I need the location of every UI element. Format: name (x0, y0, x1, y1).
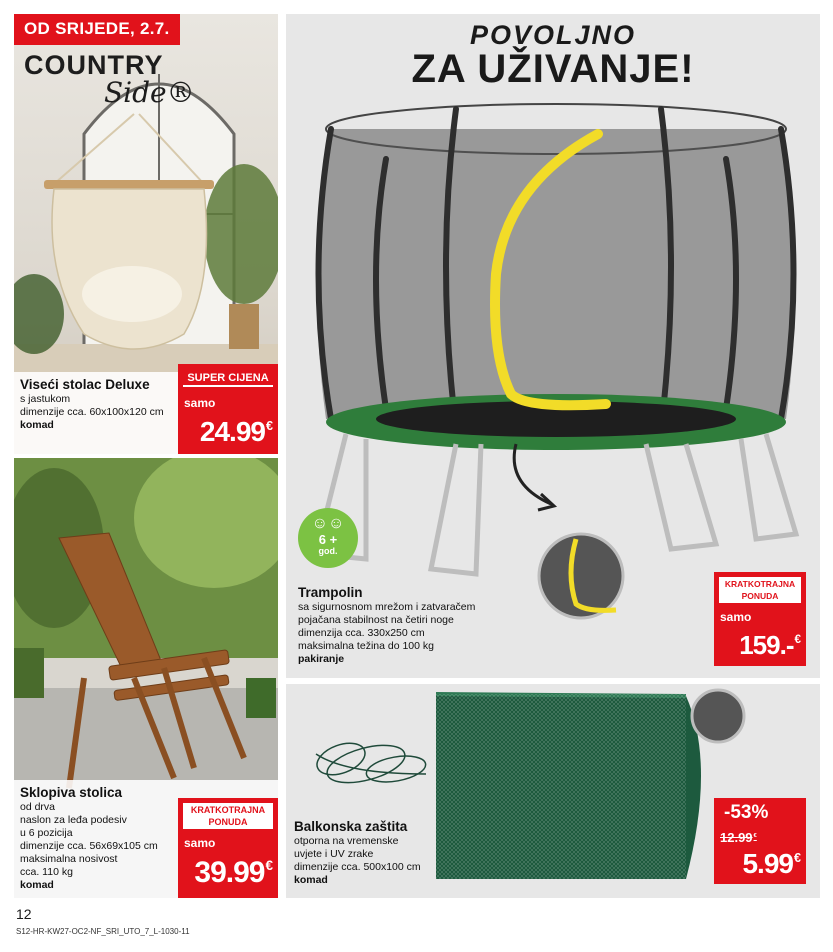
chair-line: naslon za leđa podesiv (20, 814, 127, 826)
net-line: otporna na vremenske (294, 835, 399, 847)
date-tag: OD SRIJEDE, 2.7. (14, 14, 180, 45)
brand-sub-text: Side® (104, 76, 195, 109)
net-price: 5.99€ (742, 848, 800, 879)
chair-price: 39.99€ (194, 856, 272, 889)
trampoline-unit: pakiranje (298, 653, 345, 665)
trampoline-line: pojačana stabilnost na četiri noge (298, 614, 454, 626)
trampoline-title: Trampolin (298, 585, 363, 600)
chair-price-box (178, 798, 278, 898)
short-offer-line2: PONUDA (208, 817, 248, 827)
chair-line: u 6 pozicija (20, 827, 73, 839)
footer-code: S12-HR-KW27-OC2-NF_SRI_UTO_7_L-1030-11 (16, 927, 190, 936)
trampoline-samo: samo (720, 610, 752, 624)
page-number: 12 (16, 906, 32, 922)
hammock-line: s jastukom (20, 393, 71, 405)
headline-line2: ZA UŽIVANJE! (411, 47, 695, 91)
hammock-unit: komad (20, 419, 54, 431)
age-value: 6 + (318, 532, 338, 547)
trampoline-line: sa sigurnosnom mrežom i zatvaračem (298, 601, 476, 613)
net-description (294, 818, 464, 887)
short-offer-label (719, 577, 801, 603)
trampoline-line: dimenzija cca. 330x250 cm (298, 627, 425, 639)
net-unit: komad (294, 874, 328, 886)
discount-badge: -53% (724, 802, 769, 823)
brand-logo (24, 50, 204, 120)
short-offer-line1: KRATKOTRAJNA (724, 579, 796, 589)
net-panel (286, 684, 820, 898)
super-price-label: SUPER CIJENA (183, 369, 273, 387)
trampoline-price: 159.-€ (739, 630, 800, 660)
trampoline-price-box (714, 572, 806, 666)
age-unit: god. (318, 546, 338, 556)
chair-samo: samo (184, 836, 216, 850)
net-line: uvjete i UV zrake (294, 848, 374, 860)
age-badge: ☺☺ 6 + god. (298, 508, 358, 568)
chair-title: Sklopiva stolica (20, 785, 123, 800)
hammock-panel (14, 14, 278, 454)
chair-unit: komad (20, 879, 54, 891)
net-price-box (714, 798, 806, 884)
hammock-price-box (178, 364, 278, 454)
hammock-price: 24.99€ (199, 416, 272, 447)
chair-line: cca. 110 kg (20, 866, 73, 878)
old-price: 12.99€ (720, 830, 757, 845)
short-offer-label (183, 803, 273, 829)
short-offer-line1: KRATKOTRAJNA (190, 805, 266, 815)
short-offer-line2: PONUDA (741, 591, 779, 601)
trampoline-panel (286, 14, 820, 678)
trampoline-line: maksimalna težina do 100 kg (298, 640, 434, 652)
chair-line: od drva (20, 801, 56, 813)
hammock-line: dimenzije cca. 60x100x120 cm (20, 406, 164, 418)
trampoline-description (298, 584, 558, 666)
hammock-samo: samo (184, 396, 216, 410)
brand-top-text: COUNTRY (24, 50, 164, 80)
chair-line: maksimalna nosivost (20, 853, 118, 865)
chair-panel (14, 458, 278, 898)
hammock-title: Viseći stolac Deluxe (20, 377, 150, 392)
headline-line1: POVOLJNO (469, 20, 637, 50)
chair-line: dimenzije cca. 56x69x105 cm (20, 840, 158, 852)
net-line: dimenzije cca. 500x100 cm (294, 861, 421, 873)
net-title: Balkonska zaštita (294, 819, 408, 834)
